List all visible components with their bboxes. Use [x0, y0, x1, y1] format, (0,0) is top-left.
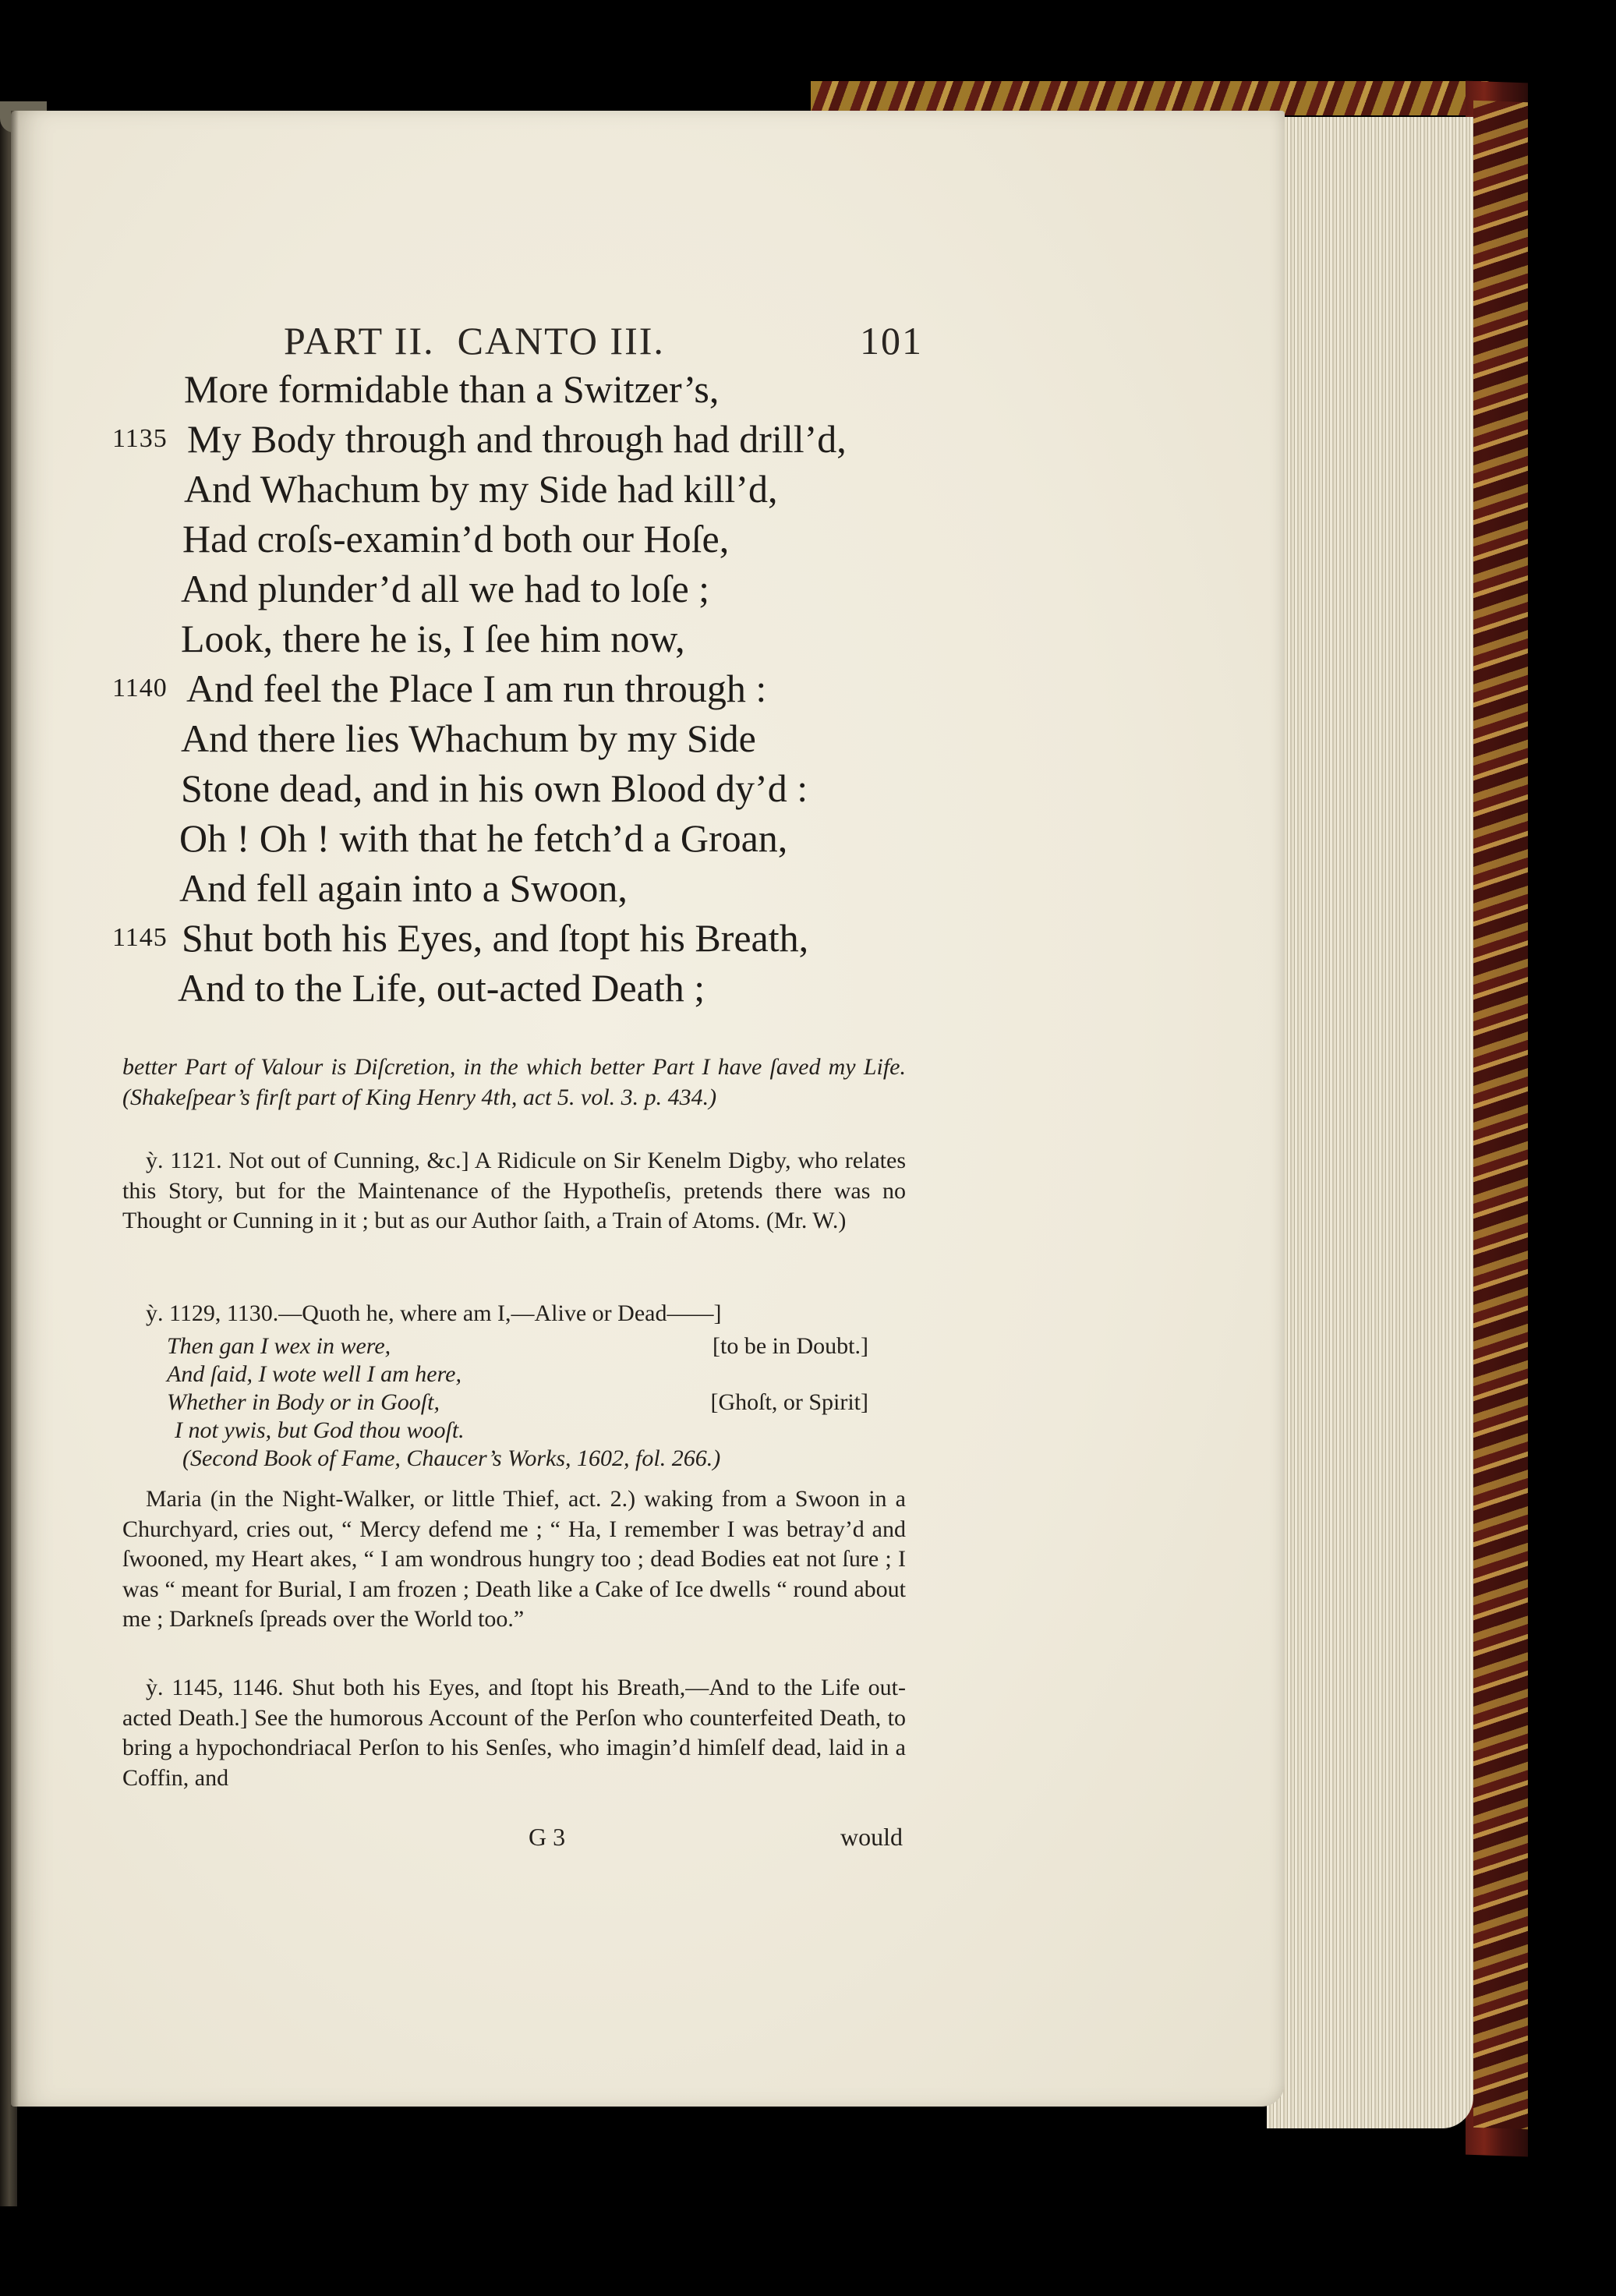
footnote-maria: Maria (in the Night-Walker, or little Thief, act. 2.) waking from a Swoon in a Churchyard, cries out, “ Mercy defend me ; “ Ha, I remember I was betray’d and ſwooned, my Heart akes, “ I am wondrous hungry too ; dead Bodies eat not ſure ; I was “ meant for Burial, I am frozen ; Death like a Cake of Ice dwells “ round about me ; Darkneſs ſpreads over the World too.” — [122, 1486, 906, 1632]
footnote-1129-heading: ỳ. 1129, 1130.—Quoth he, where am I,—Alive or Dead——] — [146, 1300, 722, 1326]
quotation-line: I not ywis, but God thou wooſt. — [175, 1417, 465, 1443]
running-head — [284, 318, 923, 365]
quotation-source: (Second Book of Fame, Chaucer’s Works, 1602, fol. 266.) — [182, 1445, 721, 1471]
running-head-title: PART II. CANTO III. — [284, 319, 665, 363]
verse-text: Oh ! Oh ! with that he fetch’d a Groan, — [179, 816, 788, 860]
verse-line — [11, 516, 946, 566]
page-fore-edge — [1267, 117, 1473, 2128]
verse-line — [11, 616, 946, 666]
gilt-edge-right — [1473, 101, 1528, 2129]
line-number: 1140 — [112, 674, 168, 702]
verse-line — [11, 366, 946, 416]
verse-text: More formidable than a Switzer’s, — [184, 367, 720, 411]
verse-text: Shut both his Eyes, and ſtopt his Breath, — [182, 916, 809, 960]
footnote-1145: ỳ. 1145, 1146. Shut both his Eyes, and ſtopt his Breath,—And to the Life out-acted Death.] See the humorous Account of the Perſon who counterfeited Death, to bring a hypochondriacal Perſon to his Senſes, who imagin’d himſelf dead, laid in a Coffin, and — [122, 1675, 906, 1791]
page-footer — [529, 1823, 903, 1854]
verse-line — [11, 865, 946, 915]
verse-line — [11, 915, 946, 965]
verse-line — [11, 716, 946, 766]
line-number: 1135 — [112, 424, 168, 453]
line-number: 1145 — [112, 923, 168, 952]
book-page — [11, 111, 1285, 2107]
verse-text: And Whachum by my Side had kill’d, — [184, 467, 778, 511]
verse-line — [11, 666, 946, 716]
chaucer-quotation — [167, 1333, 900, 1473]
verse-line — [11, 566, 946, 616]
page-number: 101 — [860, 319, 923, 363]
footnote-continuation: better Part of Valour is Diſcretion, in the which better Part I have ſaved my Life. (Shakeſpear’s firſt part of King Henry 4th, act 5. vol. 3. p. 434.) — [122, 1054, 906, 1110]
verse-line — [11, 466, 946, 516]
quotation-line: Whether in Body or in Gooſt, [Ghoſt, or Spirit] — [167, 1389, 868, 1415]
verse-text: And there lies Whachum by my Side — [181, 716, 756, 760]
verse-line — [11, 815, 946, 865]
quotation-line: Then gan I wex in were, [to be in Doubt.] — [167, 1333, 868, 1359]
verse-line — [11, 965, 946, 1015]
verse-text: Look, there he is, I ſee him now, — [181, 617, 685, 660]
verse-text: My Body through and through had drill’d, — [187, 417, 847, 461]
verse-line — [11, 416, 946, 466]
verse-text: And plunder’d all we had to loſe ; — [181, 567, 710, 610]
verse-line — [11, 766, 946, 815]
quotation-line: And ſaid, I wote well I am here, — [167, 1361, 461, 1387]
verse-text: And fell again into a Swoon, — [179, 866, 628, 910]
verse-text: Stone dead, and in his own Blood dy’d : — [181, 766, 808, 810]
catchword: would — [840, 1823, 903, 1851]
footnote-1121: ỳ. 1121. Not out of Cunning, &c.] A Ridicule on Sir Kenelm Digby, who relates this Story, but for the Maintenance of the Hypotheſis, pretends there was no Thought or Cunning in it ; but as our Author ſaith, a Train of Atoms. (Mr. W.) — [122, 1148, 906, 1233]
verse-text: Had croſs-examin’d both our Hoſe, — [182, 517, 730, 561]
verse-text: And to the Life, out-acted Death ; — [178, 966, 705, 1010]
signature-mark: G 3 — [529, 1823, 566, 1851]
verse-text: And feel the Place I am run through : — [186, 667, 767, 710]
